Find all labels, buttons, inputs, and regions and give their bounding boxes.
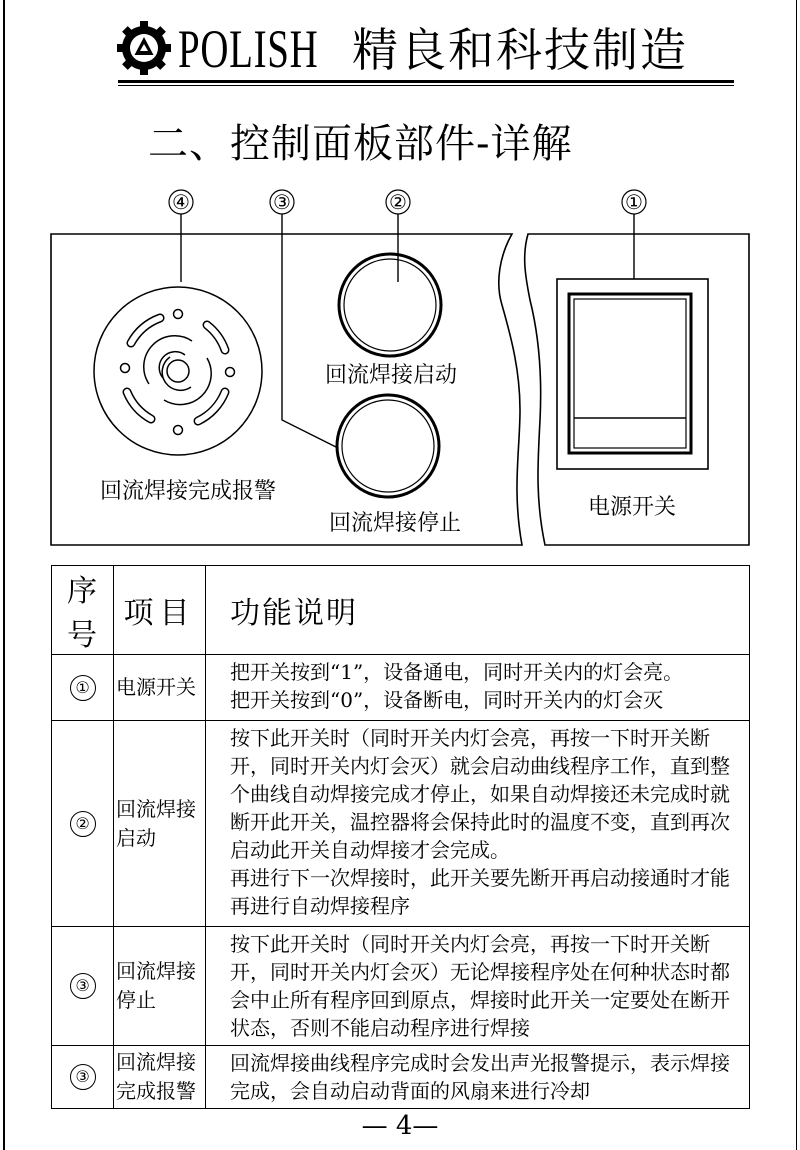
callout-4-label: ④	[172, 190, 190, 214]
callout-3-label: ③	[273, 190, 291, 214]
table-row	[52, 721, 750, 927]
section-title: 二、控制面板部件-详解	[148, 121, 573, 167]
row-desc-line: 回流焊接曲线程序完成时会发出声光报警提示，表示焊接完成，会自动启动背面的风扇来进行冷却	[230, 1051, 730, 1103]
callout-3	[270, 190, 338, 448]
row-desc-line: 再进行下一次焊接时，此开关要先断开再启动接通时才能再进行自动焊接程序	[230, 866, 730, 918]
header-item: 项目	[114, 566, 206, 655]
header-rule-thin	[118, 85, 734, 86]
power-label: 电源开关	[587, 495, 677, 520]
row-number: ③	[70, 1064, 96, 1090]
row-item: 回流焊接启动	[114, 721, 206, 927]
row-desc-line: 把开关按到“1”，设备通电，同时开关内的灯会亮。	[230, 660, 684, 684]
table-row	[52, 655, 750, 721]
gear-triangle-logo-icon	[116, 20, 172, 76]
header-desc: 功能说明	[206, 566, 750, 655]
function-table	[51, 565, 750, 1109]
callout-2-label: ②	[389, 190, 407, 214]
callout-4	[169, 190, 193, 282]
alarm-label: 回流焊接完成报警	[99, 479, 277, 504]
header-seq: 序号	[52, 566, 114, 655]
row-number: ②	[70, 811, 96, 837]
alarm-speaker-icon	[94, 287, 262, 455]
callout-1-label: ①	[625, 190, 643, 214]
row-number: ①	[70, 675, 96, 701]
page-border-left	[3, 0, 5, 1150]
power-switch-icon	[557, 279, 708, 469]
table-header-row	[52, 566, 750, 655]
page-number: — 4—	[361, 1111, 439, 1141]
control-panel-diagram	[0, 180, 800, 555]
row-desc-line: 把开关按到“0”，设备断电，同时开关内的灯会灭	[230, 688, 664, 712]
start-label: 回流焊接启动	[324, 363, 458, 388]
start-button-icon	[339, 254, 441, 356]
page-border-right	[796, 0, 797, 1150]
stop-label: 回流焊接停止	[328, 511, 462, 536]
table-row	[52, 1046, 750, 1109]
row-item: 回流焊接完成报警	[114, 1046, 206, 1109]
row-item: 电源开关	[114, 655, 206, 721]
row-number: ③	[70, 973, 96, 999]
header-rule	[118, 80, 734, 83]
row-desc-line: 按下此开关时（同时开关内灯会亮，再按一下时开关断开，同时开关内灯会灭）就会启动曲线程序工作，直到整个曲线自动焊接完成才停止，如果自动焊接还未完成时就断开此开关，温控器将会保持此时的温度不变，直到再次启动此开关自动焊接才会完成。	[230, 726, 730, 862]
table-row	[52, 927, 750, 1046]
brand-name: POLISH	[178, 19, 319, 79]
row-desc-line: 按下此开关时（同时开关内灯会亮，再按一下时开关断开，同时开关内灯会灭）无论焊接程序处在何种状态时都会中止所有程序回到原点，焊接时此开关一定要处在断开状态，否则不能启动程序进行焊接	[230, 932, 730, 1040]
row-item: 回流焊接停止	[114, 927, 206, 1046]
callout-2	[386, 190, 410, 282]
stop-button-icon	[337, 395, 439, 497]
brand-slogan: 精良和科技制造	[352, 23, 688, 77]
